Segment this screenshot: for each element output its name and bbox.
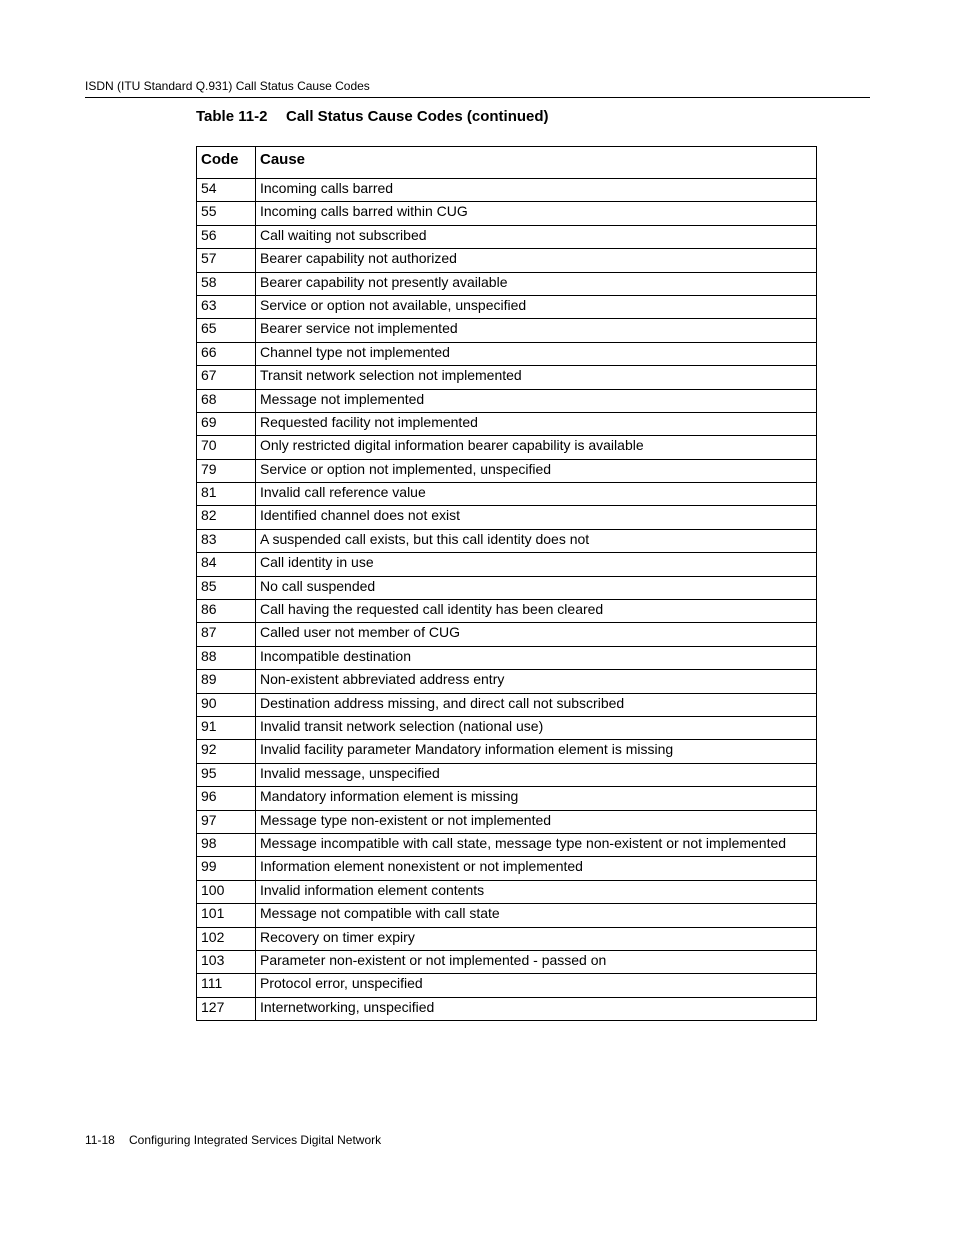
- cell-cause: Non-existent abbreviated address entry: [256, 670, 817, 693]
- cell-code: 86: [197, 600, 256, 623]
- cell-code: 102: [197, 927, 256, 950]
- table-row: [197, 295, 817, 318]
- cell-cause: Parameter non-existent or not implemented - passed on: [256, 950, 817, 973]
- cell-code: 111: [197, 974, 256, 997]
- table-row: [197, 529, 817, 552]
- table-row: [197, 880, 817, 903]
- cell-cause: A suspended call exists, but this call identity does not: [256, 529, 817, 552]
- cell-cause: No call suspended: [256, 576, 817, 599]
- table-row: [197, 974, 817, 997]
- cell-code: 97: [197, 810, 256, 833]
- cell-cause: Protocol error, unspecified: [256, 974, 817, 997]
- cell-code: 63: [197, 295, 256, 318]
- table-body: [197, 179, 817, 1021]
- cell-cause: Recovery on timer expiry: [256, 927, 817, 950]
- table-row: [197, 342, 817, 365]
- cell-cause: Call identity in use: [256, 553, 817, 576]
- cell-code: 95: [197, 763, 256, 786]
- cell-cause: Transit network selection not implemented: [256, 366, 817, 389]
- cell-cause: Invalid call reference value: [256, 483, 817, 506]
- cell-code: 82: [197, 506, 256, 529]
- cell-code: 127: [197, 997, 256, 1020]
- cell-code: 56: [197, 225, 256, 248]
- table-row: [197, 787, 817, 810]
- cell-cause: Invalid information element contents: [256, 880, 817, 903]
- table-row: [197, 202, 817, 225]
- header-rule: [85, 97, 870, 98]
- cell-code: 92: [197, 740, 256, 763]
- cell-code: 57: [197, 249, 256, 272]
- table-row: [197, 740, 817, 763]
- cause-codes-table: [196, 146, 817, 1021]
- cell-cause: Invalid transit network selection (national use): [256, 716, 817, 739]
- table-row: [197, 600, 817, 623]
- cell-cause: Requested facility not implemented: [256, 412, 817, 435]
- cell-cause: Invalid facility parameter Mandatory information element is missing: [256, 740, 817, 763]
- cell-cause: Identified channel does not exist: [256, 506, 817, 529]
- cell-cause: Incompatible destination: [256, 646, 817, 669]
- cell-code: 91: [197, 716, 256, 739]
- cell-cause: Bearer capability not authorized: [256, 249, 817, 272]
- cell-code: 100: [197, 880, 256, 903]
- cell-code: 96: [197, 787, 256, 810]
- table-row: [197, 904, 817, 927]
- table-row: [197, 506, 817, 529]
- table-row: [197, 389, 817, 412]
- cell-code: 79: [197, 459, 256, 482]
- cell-cause: Service or option not implemented, unspecified: [256, 459, 817, 482]
- column-header-cause: Cause: [256, 147, 817, 179]
- cell-code: 101: [197, 904, 256, 927]
- cell-code: 70: [197, 436, 256, 459]
- table-title: Call Status Cause Codes (continued): [286, 108, 549, 125]
- table-row: [197, 716, 817, 739]
- cell-cause: Invalid message, unspecified: [256, 763, 817, 786]
- table-row: [197, 623, 817, 646]
- cell-code: 88: [197, 646, 256, 669]
- table-row: [197, 810, 817, 833]
- table-row: [197, 436, 817, 459]
- cell-code: 54: [197, 179, 256, 202]
- cell-cause: Message not compatible with call state: [256, 904, 817, 927]
- cell-cause: Message type non-existent or not implemented: [256, 810, 817, 833]
- table-row: [197, 272, 817, 295]
- cell-code: 69: [197, 412, 256, 435]
- page-number: 11-18: [85, 1133, 115, 1147]
- cell-cause: Call waiting not subscribed: [256, 225, 817, 248]
- table-row: [197, 179, 817, 202]
- table-row: [197, 927, 817, 950]
- cell-cause: Message not implemented: [256, 389, 817, 412]
- table-row: [197, 857, 817, 880]
- cell-code: 55: [197, 202, 256, 225]
- table-row: [197, 670, 817, 693]
- table-row: [197, 693, 817, 716]
- cell-code: 98: [197, 833, 256, 856]
- cell-code: 84: [197, 553, 256, 576]
- table-row: [197, 459, 817, 482]
- cell-cause: Call having the requested call identity has been cleared: [256, 600, 817, 623]
- running-footer: [85, 1133, 381, 1147]
- cell-code: 67: [197, 366, 256, 389]
- cell-code: 85: [197, 576, 256, 599]
- table-row: [197, 553, 817, 576]
- table-number: Table 11-2: [196, 108, 268, 125]
- cell-code: 103: [197, 950, 256, 973]
- cell-code: 90: [197, 693, 256, 716]
- table-row: [197, 319, 817, 342]
- table-row: [197, 483, 817, 506]
- cell-code: 83: [197, 529, 256, 552]
- table-row: [197, 833, 817, 856]
- table-row: [197, 249, 817, 272]
- cell-cause: Service or option not available, unspecified: [256, 295, 817, 318]
- cell-cause: Bearer service not implemented: [256, 319, 817, 342]
- cell-code: 81: [197, 483, 256, 506]
- cell-cause: Information element nonexistent or not implemented: [256, 857, 817, 880]
- cell-cause: Channel type not implemented: [256, 342, 817, 365]
- cell-cause: Incoming calls barred: [256, 179, 817, 202]
- cell-cause: Only restricted digital information bearer capability is available: [256, 436, 817, 459]
- table-row: [197, 950, 817, 973]
- table-row: [197, 997, 817, 1020]
- cell-code: 89: [197, 670, 256, 693]
- cell-cause: Mandatory information element is missing: [256, 787, 817, 810]
- table-header-row: [197, 147, 817, 179]
- cell-cause: Message incompatible with call state, message type non-existent or not implemented: [256, 833, 817, 856]
- table-row: [197, 576, 817, 599]
- cell-code: 87: [197, 623, 256, 646]
- cell-cause: Incoming calls barred within CUG: [256, 202, 817, 225]
- cell-cause: Destination address missing, and direct call not subscribed: [256, 693, 817, 716]
- cell-cause: Bearer capability not presently available: [256, 272, 817, 295]
- cell-cause: Called user not member of CUG: [256, 623, 817, 646]
- cell-code: 99: [197, 857, 256, 880]
- running-header: ISDN (ITU Standard Q.931) Call Status Cause Codes: [85, 79, 370, 93]
- cell-code: 65: [197, 319, 256, 342]
- table-row: [197, 763, 817, 786]
- cell-cause: Internetworking, unspecified: [256, 997, 817, 1020]
- document-title: Configuring Integrated Services Digital Network: [129, 1133, 382, 1147]
- column-header-code: Code: [197, 147, 256, 179]
- table-row: [197, 225, 817, 248]
- cell-code: 58: [197, 272, 256, 295]
- table-caption: [196, 108, 549, 126]
- table-row: [197, 412, 817, 435]
- table-row: [197, 366, 817, 389]
- table-row: [197, 646, 817, 669]
- cell-code: 66: [197, 342, 256, 365]
- cell-code: 68: [197, 389, 256, 412]
